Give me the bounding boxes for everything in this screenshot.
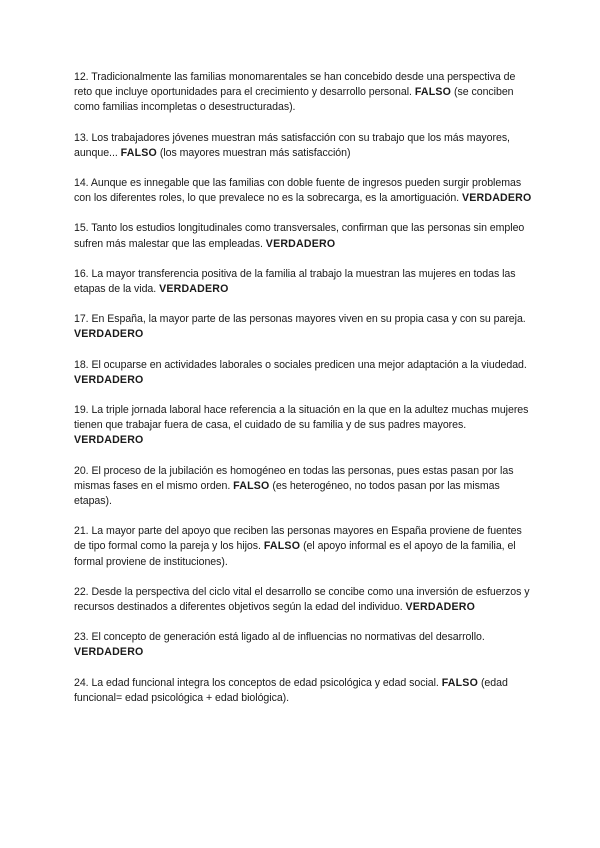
answer-verdict: VERDADERO (74, 373, 144, 386)
answer-verdict: FALSO (233, 479, 270, 492)
question-text: 23. El concepto de generación está ligado al de influencias no normativas del desarrollo. (74, 631, 485, 644)
question-text: 12. Tradicionalmente las familias monomarentales se han concebido desde una perspectiva de reto que incluye oportunidades para el crecimiento y desarrollo personal. (74, 71, 516, 99)
question-text: 20. El proceso de la jubilación es homogéneo en todas las personas, pues estas pasan por las mismas fases en el mismo orden. (74, 464, 514, 492)
answer-verdict: VERDADERO (74, 646, 144, 659)
question-item (74, 267, 534, 297)
question-item (74, 70, 534, 116)
answer-verdict: VERDADERO (74, 434, 144, 447)
answer-verdict: VERDADERO (74, 328, 144, 341)
question-text: 13. Los trabajadores jóvenes muestran más satisfacción con su trabajo que los más mayores, aunque... (74, 131, 510, 159)
question-item (74, 585, 534, 615)
question-text: 18. El ocuparse en actividades laborales o sociales predicen una mejor adaptación a la viudedad. (74, 358, 527, 371)
question-text: 14. Aunque es innegable que las familias con doble fuente de ingresos pueden surgir problemas con los diferentes roles, lo que prevalece no es la sobrecarga, es la amortiguación. (74, 177, 522, 205)
question-item (74, 403, 534, 449)
question-text: 21. La mayor parte del apoyo que reciben las personas mayores en España proviene de fuentes de tipo formal como la pareja y los hijos. (74, 525, 522, 553)
question-item (74, 358, 534, 388)
answer-verdict: VERDADERO (461, 192, 532, 205)
answer-verdict: FALSO (263, 540, 301, 553)
question-item (74, 221, 534, 251)
question-item (74, 464, 534, 510)
answer-verdict: FALSO (120, 146, 157, 159)
document-page (74, 70, 534, 721)
answer-verdict: FALSO (414, 86, 452, 99)
answer-note: (se conciben como familias incompletas o desestructuradas). (74, 86, 514, 114)
question-item (74, 176, 534, 206)
question-text: 15. Tanto los estudios longitudinales como transversales, confirman que las personas sin empleo sufren más malestar que las empleadas. (74, 222, 525, 250)
question-text: 17. En España, la mayor parte de las personas mayores viven en su propia casa y con su pareja. (74, 313, 526, 326)
question-item (74, 524, 534, 570)
question-text: 22. Desde la perspectiva del ciclo vital el desarrollo se concibe como una inversión de esfuerzos y recursos destinados a diferentes objetivos según la edad del individuo. (74, 585, 530, 614)
question-text: 24. La edad funcional integra los conceptos de edad psicológica y edad social. (74, 676, 439, 689)
question-item (74, 676, 534, 706)
answer-verdict: VERDADERO (265, 237, 336, 250)
question-item (74, 630, 534, 660)
answer-note: (es heterogéneo, no todos pasan por las mismas etapas). (74, 479, 500, 508)
answer-note: (el apoyo informal es el apoyo de la familia, el formal proviene de instituciones). (74, 540, 516, 568)
question-text: 16. La mayor transferencia positiva de la familia al trabajo la muestran las mujeres en todas las etapas de la vida. (74, 267, 516, 296)
answer-verdict: VERDADERO (405, 601, 476, 614)
answer-note: (edad funcional= edad psicológica + edad biológica). (74, 676, 508, 704)
answer-note: (los mayores muestran más satisfacción) (159, 146, 351, 159)
question-text: 19. La triple jornada laboral hace referencia a la situación en la que en la adultez muchas mujeres tienen que trabajar fuera de casa, el cuidado de su familia y de sus padres mayores. (74, 404, 529, 432)
answer-verdict: VERDADERO (159, 283, 229, 296)
question-item (74, 131, 534, 161)
answer-verdict: FALSO (441, 676, 479, 689)
question-item (74, 312, 534, 342)
